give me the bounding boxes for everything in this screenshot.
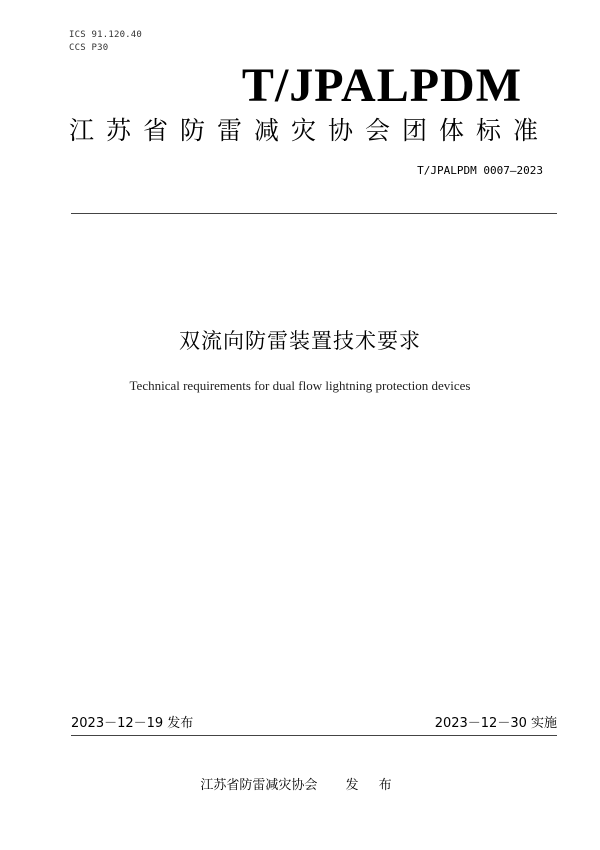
footer-divider: [71, 735, 557, 736]
ics-code: ICS 91.120.40: [69, 30, 143, 40]
standard-code-logo: T/JPALPDM: [241, 59, 522, 112]
standard-number: T/JPALPDM 0007—2023: [417, 164, 543, 177]
implementation-date: 2023－12－30 实施: [434, 716, 557, 731]
document-title-english: Technical requirements for dual flow lightning protection devices: [129, 378, 471, 393]
ccs-code: CCS P30: [69, 43, 109, 53]
header-divider: [71, 213, 557, 214]
publish-label: 发 布: [345, 778, 400, 793]
organization-standard-title: 江苏省防雷减灾协会团体标准: [68, 116, 550, 145]
publisher-name: 江苏省防雷减灾协会: [200, 778, 318, 793]
document-title-chinese: 双流向防雷装置技术要求: [179, 329, 421, 353]
publisher-line: [0, 777, 600, 795]
issue-date: 2023－12－19 发布: [71, 716, 194, 731]
